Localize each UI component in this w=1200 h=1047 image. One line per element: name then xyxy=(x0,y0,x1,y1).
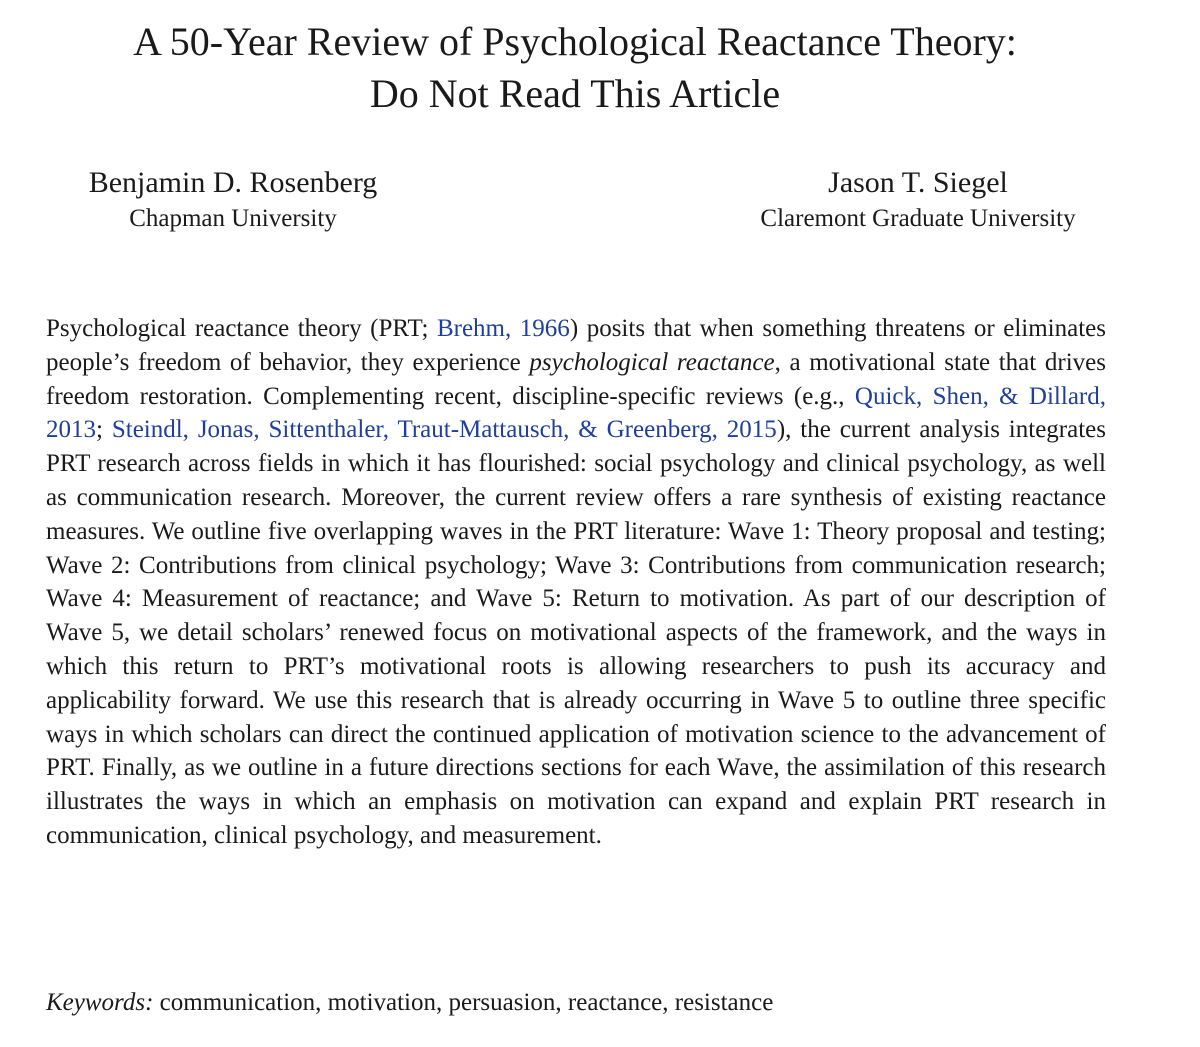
title-line-2: Do Not Read This Article xyxy=(369,71,781,116)
citation-link-steindl-2015[interactable]: Steindl, Jonas, Sittenthaler, Traut-Mattausch, & Greenberg, 2015 xyxy=(111,416,777,444)
abstract-text: Psychological reactance theory (PRT; xyxy=(46,315,437,342)
abstract-text: ), the current analysis integrates PRT research across fields in which it has flourished: social psychology and clinical psychology, as well as communication research. Moreover, the current review offers a rare synthesis of existing reactance measures. We outline five overlapping waves in the PRT literature: Wave 1: Theory proposal and testing; Wave 2: Contributions from clinical psychology; Wave 3: Contributions from communication research; Wave 4: Measurement of reactance; and Wave 5: Return to motivation. As part of our description of Wave 5, we detail scholars’ renewed focus on motivational aspects of the framework, and the ways in which this return to PRT’s motivational roots is allowing researchers to push its accuracy and applicability forward. We use this research that is already occurring in Wave 5 to outline three specific ways in which scholars can direct the continued application of motivation science to the advancement of PRT. Finally, as we outline in a future directions sections for each Wave, the assimilation of this research illustrates the ways in which an emphasis on motivation can expand and explain PRT research in communication, clinical psychology, and measurement. xyxy=(46,416,1106,849)
abstract-paragraph xyxy=(46,312,1106,853)
abstract-text: ; xyxy=(96,416,112,444)
author-name: Benjamin D. Rosenberg xyxy=(88,166,378,199)
abstract-italic-term: psychological reactance xyxy=(529,348,775,376)
citation-link-brehm-1966[interactable]: Brehm, 1966 xyxy=(436,315,570,342)
title-line-1: A 50-Year Review of Psychological Reactance Theory: xyxy=(133,19,1017,64)
author-affiliation: Claremont Graduate University xyxy=(760,205,1076,232)
keywords-list: communication, motivation, persuasion, reactance, resistance xyxy=(159,989,774,1016)
citation-link-quick-2013[interactable]: Quick, Shen, & Dillard, 2013 xyxy=(46,382,1106,444)
author-block-rosenberg xyxy=(46,164,420,236)
abstract-text: , a motivational state that drives freedom restoration. Complementing recent, discipline-specific reviews (e.g., xyxy=(46,348,1106,410)
author-block-siegel xyxy=(718,164,1118,236)
author-affiliation: Chapman University xyxy=(129,205,337,232)
keywords-label: Keywords: xyxy=(46,989,154,1016)
paper-title xyxy=(0,16,1150,120)
author-name: Jason T. Siegel xyxy=(828,166,1008,199)
abstract-text: ) posits that when something threatens or eliminates people’s freedom of behavior, they experience xyxy=(46,315,1106,376)
keywords-line xyxy=(46,986,1106,1020)
